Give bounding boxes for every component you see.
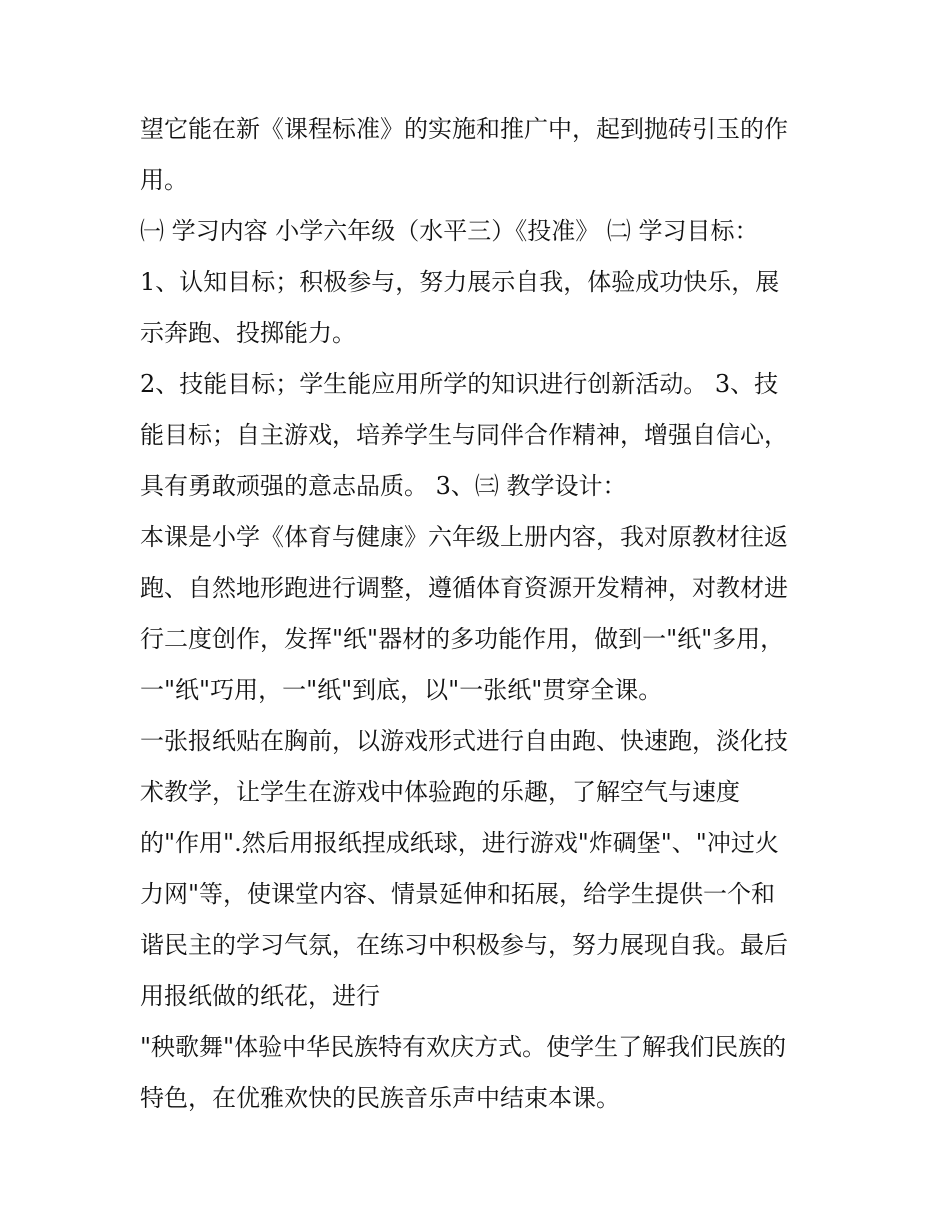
text-line: 示奔跑、投掷能力。 — [140, 319, 356, 347]
text-line: 跑、自然地形跑进行调整，遵循体育资源开发精神，对教材进 — [140, 574, 788, 602]
text-line: 行二度创作，发挥"纸"器材的多功能作用，做到一"纸"多用， — [140, 625, 785, 653]
document-body — [140, 104, 820, 1124]
text-line: 1、认知目标；积极参与，努力展示自我，体验成功快乐，展 — [140, 268, 780, 296]
text-line: 具有勇敢顽强的意志品质。 3、㈢ 教学设计： — [140, 472, 627, 500]
text-line: 术教学，让学生在游戏中体验跑的乐趣，了解空气与速度 — [140, 778, 740, 806]
text-line: 一"纸"巧用，一"纸"到底，以"一张纸"贯穿全课。 — [140, 676, 663, 704]
text-line: 能目标；自主游戏，培养学生与同伴合作精神，增强自信心， — [140, 421, 788, 449]
text-line: 特色，在优雅欢快的民族音乐声中结束本课。 — [140, 1084, 620, 1112]
text-line: 望它能在新《课程标准》的实施和推广中，起到抛砖引玉的作 — [140, 115, 788, 143]
text-line: 一张报纸贴在胸前，以游戏形式进行自由跑、快速跑，淡化技 — [140, 727, 788, 755]
text-line: 用报纸做的纸花，进行 — [140, 982, 380, 1010]
text-line: 本课是小学《体育与健康》六年级上册内容，我对原教材往返 — [140, 523, 788, 551]
text-line: ㈠ 学习内容 小学六年级（水平三）《投准》 ㈡ 学习目标： — [140, 217, 759, 245]
text-line: 2、技能目标；学生能应用所学的知识进行创新活动。 3、技 — [140, 370, 779, 398]
text-line: 谐民主的学习气氛，在练习中积极参与，努力展现自我。最后 — [140, 931, 788, 959]
text-line: 力网"等，使课堂内容、情景延伸和拓展，给学生提供一个和 — [140, 880, 776, 908]
text-line: 用。 — [140, 166, 188, 194]
text-line: "秧歌舞"体验中华民族特有欢庆方式。使学生了解我们民族的 — [140, 1033, 787, 1061]
text-line: 的"作用".然后用报纸捏成纸球，进行游戏"炸碉堡"、"冲过火 — [140, 829, 779, 857]
